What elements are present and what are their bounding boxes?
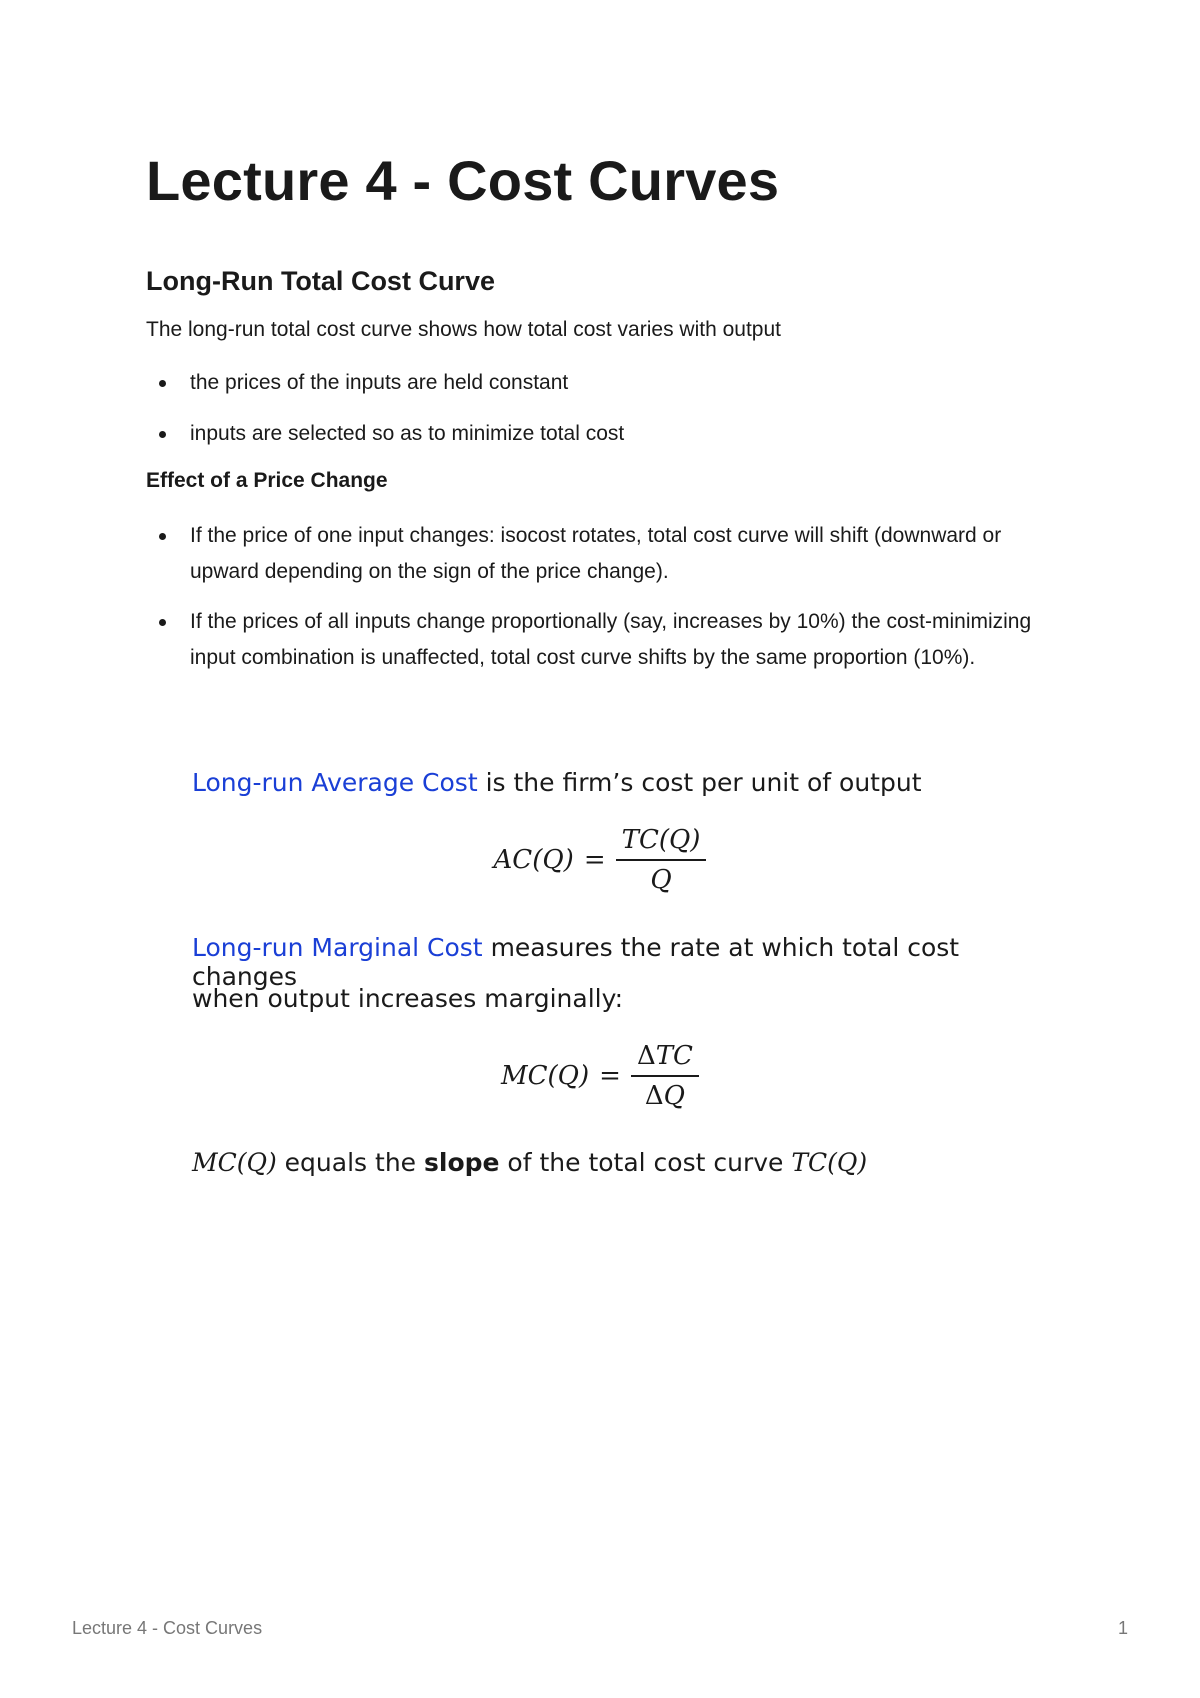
slope-rhs: TC(Q) — [791, 1148, 868, 1177]
list-item: the prices of the inputs are held constant — [146, 365, 1046, 401]
denominator: Q — [650, 865, 672, 895]
formula-lhs: MC(Q) — [501, 1061, 590, 1091]
slope-text-2: of the total cost curve — [499, 1148, 792, 1177]
page-title: Lecture 4 - Cost Curves — [146, 149, 780, 212]
average-cost-term: Long-run Average Cost — [192, 768, 478, 797]
delta-symbol: Δ — [644, 1081, 664, 1111]
intro-paragraph: The long-run total cost curve shows how total cost varies with output — [146, 318, 781, 341]
list-item: inputs are selected so as to minimize total cost — [146, 416, 1046, 452]
section-heading: Long-Run Total Cost Curve — [146, 266, 495, 296]
delta-symbol: Δ — [636, 1041, 656, 1071]
fraction — [631, 1041, 699, 1111]
equals-sign: = — [583, 845, 606, 875]
marginal-cost-text-2: when output increases marginally: — [192, 984, 623, 1013]
marginal-cost-formula — [0, 1041, 1200, 1111]
marginal-cost-definition — [192, 933, 1072, 991]
page-number: 1 — [1117, 1618, 1128, 1638]
formula-lhs: AC(Q) — [493, 845, 574, 875]
price-change-heading: Effect of a Price Change — [146, 469, 388, 492]
slope-lhs: MC(Q) — [192, 1148, 277, 1177]
marginal-cost-text: measures the rate at which total cost changes — [192, 933, 960, 991]
numerator — [631, 1041, 699, 1077]
average-cost-text: is the firm’s cost per unit of output — [477, 768, 922, 797]
slope-bold: slope — [424, 1148, 500, 1177]
denominator — [631, 1077, 699, 1111]
list-item: If the prices of all inputs change proportionally (say, increases by 10%) the cost-minimizing input combination is unaffected, total cost curve shifts by the same proportion (10%). — [146, 604, 1071, 676]
numerator-term: TC — [655, 1041, 693, 1071]
average-cost-formula — [0, 825, 1200, 895]
fraction — [616, 825, 707, 895]
price-change-list — [146, 518, 1071, 690]
average-cost-definition — [192, 768, 1072, 797]
marginal-cost-term: Long-run Marginal Cost — [192, 933, 483, 962]
numerator: TC(Q) — [616, 825, 707, 861]
denominator-term: Q — [663, 1081, 685, 1111]
marginal-cost-definition-cont — [192, 984, 1072, 1013]
slope-statement — [192, 1148, 1072, 1177]
footer-title: Lecture 4 - Cost Curves — [72, 1618, 263, 1638]
equals-sign: = — [599, 1061, 621, 1091]
slope-text-1: equals the — [276, 1148, 424, 1177]
assumptions-list — [146, 365, 1046, 467]
list-item: If the price of one input changes: isocost rotates, total cost curve will shift (downward or upward depending on the sign of the price change). — [146, 518, 1071, 590]
